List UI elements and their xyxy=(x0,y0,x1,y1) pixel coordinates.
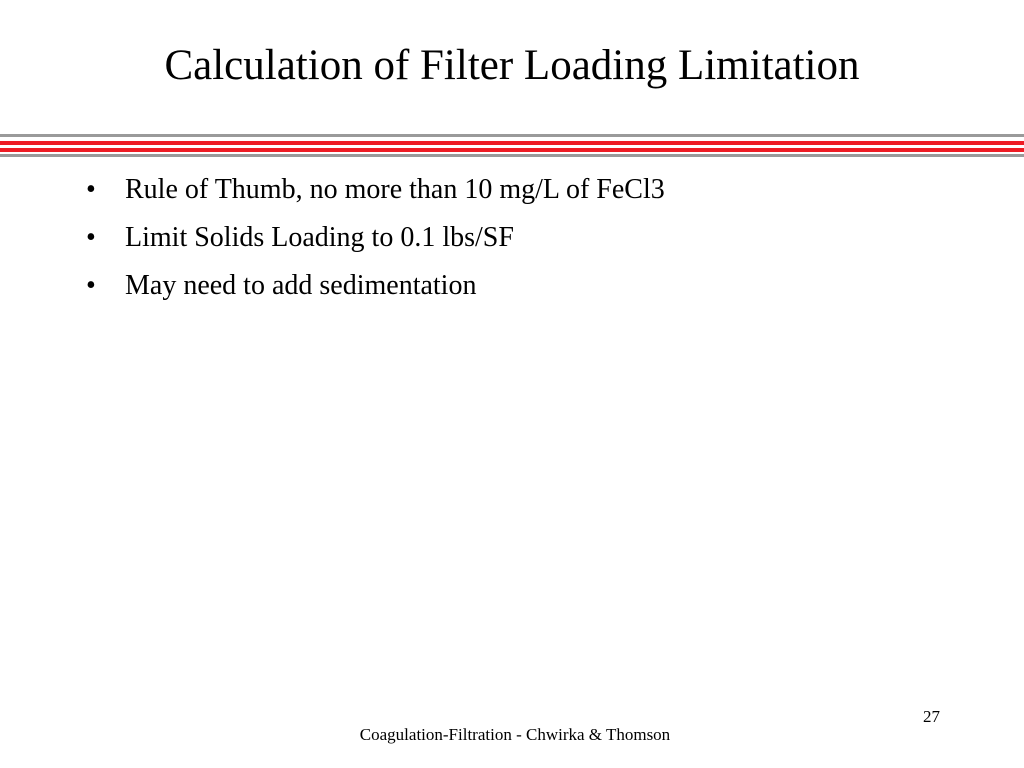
bullet-icon: • xyxy=(86,222,96,253)
bullet-text: Rule of Thumb, no more than 10 mg/L of FeCl3 xyxy=(125,174,665,205)
page-number: 27 xyxy=(923,707,940,726)
slide-title: Calculation of Filter Loading Limitation xyxy=(164,42,860,89)
footer-text: Coagulation-Filtration - Chwirka & Thomson xyxy=(359,725,671,744)
bullet-icon: • xyxy=(86,270,96,301)
header-divider-gray-bottom xyxy=(0,154,1024,157)
header-divider-red-lower xyxy=(0,148,1024,152)
header-divider-red-upper xyxy=(0,141,1024,145)
bullet-text: Limit Solids Loading to 0.1 lbs/SF xyxy=(125,222,514,253)
bullet-text: May need to add sedimentation xyxy=(125,270,477,301)
bullet-icon: • xyxy=(86,174,96,205)
header-divider-gray-top xyxy=(0,134,1024,137)
